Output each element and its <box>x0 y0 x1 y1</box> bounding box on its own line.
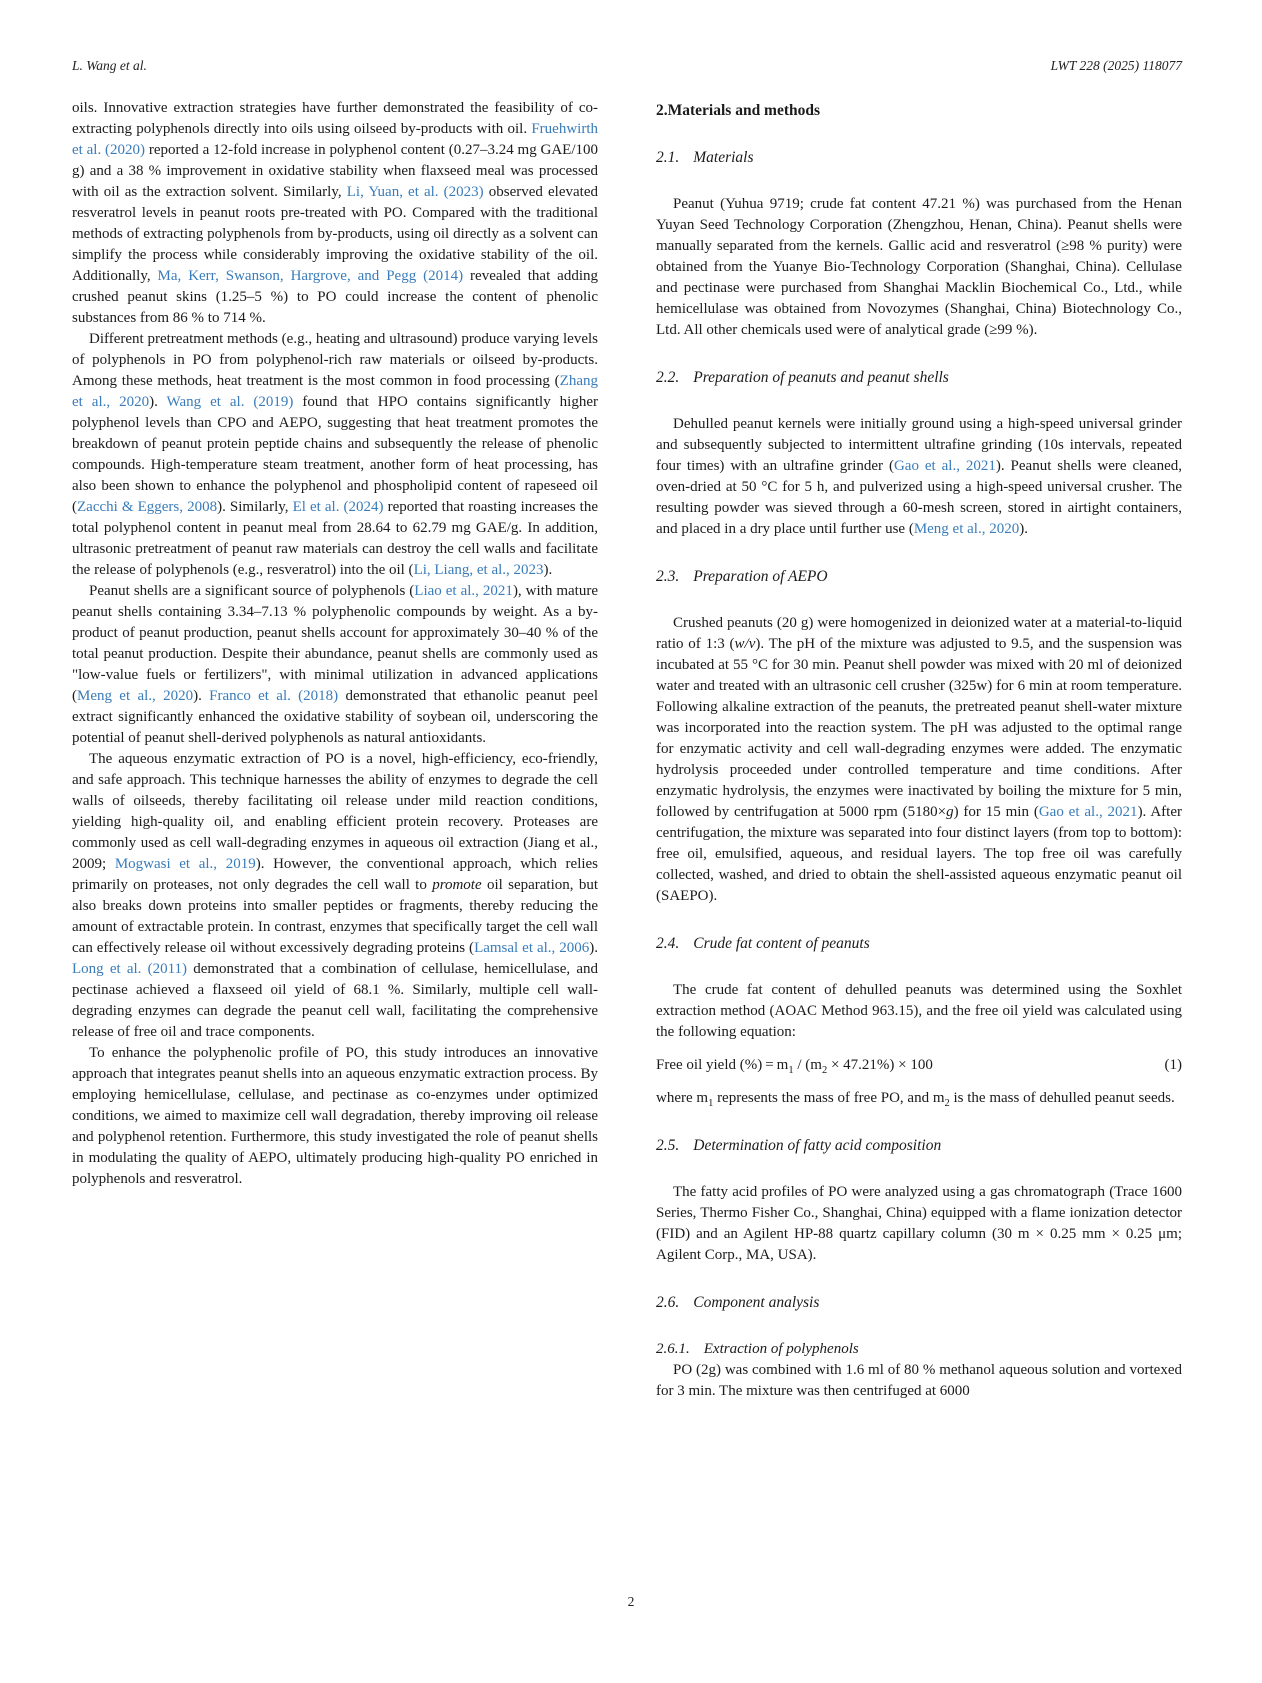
equation <box>656 1055 1182 1076</box>
text-run: PO (2g) was combined with 1.6 ml of 80 % methanol aqueous solution and vortexed for 3 min. The mixture was then centrifuged at 6000 <box>656 1362 1182 1399</box>
paragraph <box>656 194 1182 341</box>
citation-link[interactable]: Gao et al., 2021 <box>1038 804 1138 820</box>
citation-link[interactable]: Meng et al., 2020 <box>77 688 194 704</box>
section-title: Determination of fatty acid composition <box>693 1137 942 1154</box>
citation-link[interactable]: Gao et al., 2021 <box>893 458 996 474</box>
section-number: 2. <box>656 102 668 119</box>
text-run: ). The pH of the mixture was adjusted to 9.5, and the suspension was incubated at 55 °C for 30 min. Peanut shell powder was mixed with 20 ml of deionized water and treated with an ultrasonic cell crusher (325w) for 6 min at room temperature. Following alkaline extraction of the peanuts, the pretreated peanut shell-water mixture was incorporated into the reaction system. The pH was adjusted to the optimal range for enzymatic activity and cell wall-degrading enzymes were added. The enzymatic hydrolysis proceeded under controlled temperature and time conditions. After enzymatic hydrolysis, the enzymes were inactivated by boiling the mixture for 5 min, followed by centrifugation at 5000 rpm (5180× <box>656 636 1182 820</box>
subsection-heading <box>656 1135 1182 1156</box>
text-run: Dehulled peanut kernels were initially ground using a high-speed universal grinder and subsequently subjected to intermittent ultrafine grinding (10s intervals, repeated four times) with an ultrafine grinder ( <box>656 416 1182 474</box>
text-run: Free oil yield (%) = m <box>656 1057 789 1073</box>
text-run: ). <box>193 688 210 704</box>
citation-link[interactable]: Wang et al. (2019) <box>166 394 294 410</box>
text-run: The aqueous enzymatic extraction of PO is a novel, high-efficiency, eco-friendly, and safe approach. This technique harnesses the ability of enzymes to degrade the cell walls of oilseeds, thereby facilitating oil release under mild reaction conditions, yielding high-quality oil, and enabling efficient protein recovery. Proteases are commonly used as cell wall-degrading enzymes in aqueous oil extraction (Jiang et al., 2009; <box>72 751 598 872</box>
right-column <box>656 98 1182 1402</box>
citation-link[interactable]: Franco et al. (2018) <box>209 688 339 704</box>
subsection-heading <box>656 933 1182 954</box>
citation-link[interactable]: Zacchi & Eggers, 2008 <box>77 499 218 515</box>
italic-text: g <box>946 804 954 820</box>
page-footer <box>0 1594 1262 1610</box>
subscript: 2 <box>821 1065 828 1076</box>
section-number: 2.4. <box>656 935 680 952</box>
citation-link[interactable]: El et al. (2024) <box>292 499 384 515</box>
text-run: Peanut (Yuhua 9719; crude fat content 47.21 %) was purchased from the Henan Yuyan Seed Technology Corporation (Zhengzhou, Henan, China). Peanut shells were manually separated from the kernels. Gallic acid and resveratrol (≥98 % purity) were obtained from the Yuanye Bio-Technology Corporation (Shanghai, China). Cellulase and pectinase were purchased from Shanghai Macklin Biochemical Co., Ltd., while hemicellulase was obtained from Novozymes (Shanghai, China) Biotechnology Co., Ltd. All other chemicals used were of analytical grade (≥99 %). <box>656 196 1182 338</box>
running-head-authors: L. Wang et al. <box>72 58 147 73</box>
subscript: 1 <box>788 1065 794 1076</box>
section-heading <box>656 100 1182 121</box>
text-run: / (m <box>793 1057 822 1073</box>
text-run: ). However, the conventional approach, which relies primarily on proteases, not only degrades the cell wall to <box>72 856 599 893</box>
running-head-journal: LWT 228 (2025) 118077 <box>1050 58 1182 73</box>
text-run: observed elevated resveratrol levels in peanut roots pre-treated with PO. Compared with the traditional methods of extracting polyphenols from by-products, using oil directly as a solvent can simplify the process while considerably improving the oxidative stability of the oil. Additionally, <box>72 184 598 284</box>
italic-text: promote <box>432 877 482 893</box>
page-header <box>0 0 1262 74</box>
text-run: demonstrated that ethanolic peanut peel extract significantly enhanced the oxidative stability of soybean oil, underscoring the potential of peanut shell-derived polyphenols as natural antioxidants. <box>72 688 598 746</box>
text-run: × 47.21%) × 100 <box>827 1057 933 1073</box>
subscript: 2 <box>944 1098 950 1109</box>
text-run: found that HPO contains significantly higher polyphenol levels than CPO and AEPO, suggesting that heat treatment promotes the breakdown of peanut protein peptide chains and subsequently the release of phenolic compounds. High-temperature steam treatment, another form of heat processing, has also been shown to enhance the polyphenol and phospholipid content of rapeseed oil ( <box>72 394 598 515</box>
text-run: ). Similarly, <box>217 499 293 515</box>
paragraph <box>72 1043 598 1190</box>
subsection-heading <box>656 566 1182 587</box>
text-run: demonstrated that a combination of cellulase, hemicellulase, and pectinase achieved a flaxseed oil yield of 68.1 %. Similarly, multiple cell wall-degrading enzymes can degrade the peanut cell wall, facilitating the comprehensive release of free oil and trace components. <box>72 961 599 1040</box>
citation-link[interactable]: Long et al. (2011) <box>72 961 188 977</box>
text-run: The crude fat content of dehulled peanuts was determined using the Soxhlet extraction method (AOAC Method 963.15), and the free oil yield was calculated using the following equation: <box>656 982 1182 1040</box>
paragraph <box>656 613 1182 907</box>
section-number: 2.2. <box>656 369 680 386</box>
text-run: where m <box>656 1090 709 1106</box>
italic-text: w/v <box>734 636 756 652</box>
text-run: ). <box>589 940 598 956</box>
citation-link[interactable]: Fruehwirth et al. (2020) <box>72 121 598 158</box>
paragraph <box>72 98 598 329</box>
text-run: reported a 12-fold increase in polyphenol content (0.27–3.24 mg GAE/100 g) and a 38 % improvement in oxidative stability when flaxseed meal was processed with oil as the extraction solvent. Similarly, <box>72 142 599 200</box>
text-run: The fatty acid profiles of PO were analyzed using a gas chromatograph (Trace 1600 Series, Thermo Fisher Co., Shanghai, China) equipped with a flame ionization detector (FID) and an Agilent HP-88 quartz capillary column (30 m × 0.25 mm × 0.25 μm; Agilent Corp., MA, USA). <box>656 1184 1182 1263</box>
text-run: ). <box>543 562 553 578</box>
paragraph <box>656 1182 1182 1266</box>
text-run: revealed that adding crushed peanut skins (1.25–5 %) to PO could increase the content of phenolic substances from 86 % to 714 %. <box>72 268 598 326</box>
citation-link[interactable]: Lamsal et al., 2006 <box>474 940 590 956</box>
paragraph <box>656 1088 1182 1109</box>
section-title: Materials <box>693 149 754 166</box>
section-number: 2.1. <box>656 149 680 166</box>
subsection-heading <box>656 147 1182 168</box>
section-number: 2.6.1. <box>656 1341 690 1357</box>
text-run: To enhance the polyphenolic profile of PO, this study introduces an innovative approach that integrates peanut shells into an aqueous enzymatic extraction process. By employing hemicellulase, cellulase, and pectinase as co-enzymes under optimized conditions, we aimed to maximize cell wall degradation, thereby improving oil release and polyphenol retention. Furthermore, this study investigated the role of peanut shells in modulating the quality of AEPO, ultimately producing high-quality PO enriched in polyphenols and resveratrol. <box>72 1045 598 1187</box>
equation-formula <box>656 1055 933 1076</box>
citation-link[interactable]: Li, Yuan, et al. (2023) <box>346 184 484 200</box>
citation-link[interactable]: Li, Liang, et al., 2023 <box>413 562 544 578</box>
paragraph <box>656 980 1182 1043</box>
text-run: oil separation, but also breaks down proteins into smaller peptides or fragments, thereby reducing the amount of extractable protein. In contrast, enzymes that specifically target the cell wall can effectively release oil without excessively degrading proteins ( <box>72 877 598 956</box>
subscript: 1 <box>708 1098 714 1109</box>
citation-link[interactable]: Meng et al., 2020 <box>913 521 1020 537</box>
article-body <box>0 74 1262 1402</box>
subsubsection-heading <box>656 1339 1182 1360</box>
paragraph <box>656 414 1182 540</box>
page-number: 2 <box>627 1594 635 1609</box>
text-run: ). <box>1019 521 1028 537</box>
section-title: Preparation of AEPO <box>693 568 828 585</box>
text-run: reported that roasting increases the total polyphenol content in peanut meal from 28.64 to 62.79 mg GAE/g. In addition, ultrasonic pretreatment of peanut raw materials can destroy the cell walls and facilitate the release of polyphenols (e.g., resveratrol) into the oil ( <box>72 499 598 578</box>
section-number: 2.5. <box>656 1137 680 1154</box>
paragraph <box>72 581 598 749</box>
section-title: Preparation of peanuts and peanut shells <box>693 369 949 386</box>
text-run: ), with mature peanut shells containing 3.34–7.13 % polyphenolic compounds by weight. As a by-product of peanut production, peanut shells account for approximately 30–40 % of the total peanut production. Despite their abundance, peanut shells are commonly used as "low-value fuels or fertilizers", with minimal utilization in advanced applications ( <box>72 583 599 704</box>
citation-link[interactable]: Mogwasi et al., 2019 <box>114 856 256 872</box>
citation-link[interactable]: Zhang et al., 2020 <box>72 373 598 410</box>
text-run: oils. Innovative extraction strategies have further demonstrated the feasibility of co-extracting polyphenols directly into oils using oilseed by-products with oil. <box>72 100 598 137</box>
citation-link[interactable]: Liao et al., 2021 <box>414 583 513 599</box>
paragraph <box>72 329 598 581</box>
section-title: Component analysis <box>693 1294 820 1311</box>
text-run: ). Peanut shells were cleaned, oven-dried at 50 °C for 5 h, and pulverized using a high-speed universal crusher. The resulting powder was sieved through a 60-mesh screen, stored in airtight containers, and placed in a dry place until further use ( <box>656 458 1182 537</box>
text-run: Crushed peanuts (20 g) were homogenized in deionized water at a material-to-liquid ratio of 1:3 ( <box>656 615 1182 652</box>
subsection-heading <box>656 1292 1182 1313</box>
text-run: represents the mass of free PO, and m <box>713 1090 945 1106</box>
equation-number: (1) <box>1164 1057 1182 1073</box>
text-run: ). After centrifugation, the mixture was separated into four distinct layers (from top to bottom): free oil, emulsified, aqueous, and residual layers. The top free oil was carefully collected, washed, and dried to obtain the shell-assisted aqueous enzymatic peanut oil (SAEPO). <box>656 804 1182 904</box>
section-number: 2.6. <box>656 1294 680 1311</box>
left-column <box>72 98 598 1402</box>
paragraph <box>656 1360 1182 1402</box>
section-title: Crude fat content of peanuts <box>693 935 870 952</box>
text-run: ). <box>149 394 167 410</box>
section-number: 2.3. <box>656 568 680 585</box>
text-run: is the mass of dehulled peanut seeds. <box>949 1090 1175 1106</box>
text-run: Different pretreatment methods (e.g., heating and ultrasound) produce varying levels of polyphenols in PO from polyphenol-rich raw materials or oilseed by-products. Among these methods, heat treatment is the most common in food processing ( <box>72 331 598 389</box>
text-run: Peanut shells are a significant source of polyphenols ( <box>89 583 415 599</box>
citation-link[interactable]: Ma, Kerr, Swanson, Hargrove, and Pegg (2014) <box>157 268 464 284</box>
section-title: Extraction of polyphenols <box>703 1341 859 1357</box>
text-run: ) for 15 min ( <box>953 804 1039 820</box>
paragraph <box>72 749 598 1043</box>
section-title: Materials and methods <box>667 102 821 119</box>
subsection-heading <box>656 367 1182 388</box>
